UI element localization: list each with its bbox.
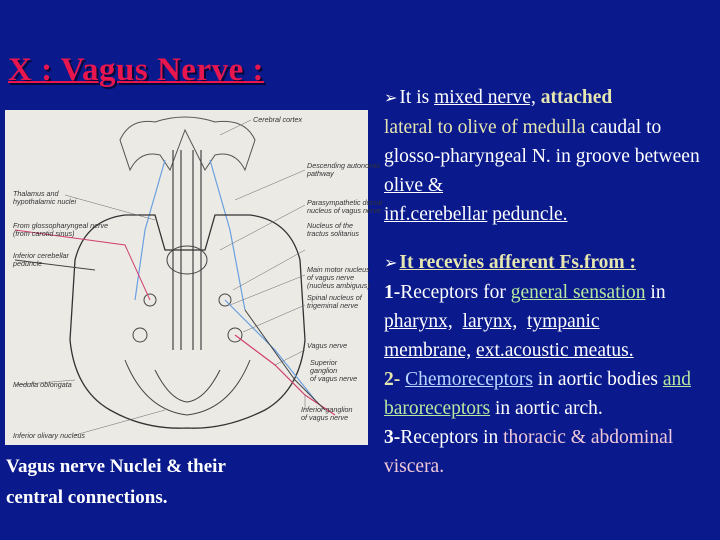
content-text [384,83,714,481]
label-inferior-ganglion-2: of vagus nerve [301,413,349,422]
label-main-motor-2: of vagus nerve [307,273,355,282]
label-main-motor-1: Main motor nucleus [307,265,370,274]
label-vagus-nerve: Vagus nerve [307,341,348,350]
vagus-nerve-diagram [5,110,383,445]
label-inferior-ganglion-1: Inferior ganglion [301,405,353,414]
label-pathway: pathway [307,169,334,178]
label-nucleus-tractus-1: Nucleus of the [307,221,353,230]
label-thalamus: Thalamus and [13,189,59,198]
afferent-heading: It recevies afferent Fs.from : [399,252,637,273]
label-cerebral-cortex: Cerebral cortex [253,115,303,124]
label-inferior-cerebellar-1: Inferior cerebellar [13,251,69,260]
label-from-glosso-2: (from carotid sinus) [13,229,75,238]
label-medulla-oblongata: Medulla oblongata [13,380,72,389]
paragraph-afferents: ➢ It recevies afferent Fs.from : 1-Receptors for general sensation in pharynx, larynx, tympanic membrane, ext.acoustic meatus. 2- Chemoreceptors in aortic bodies and baroreceptors in aortic arch. 3-Receptors in thoracic & abdominal viscera. [384,252,692,477]
figure-caption [6,451,306,513]
label-superior-ganglion-3: of vagus nerve [310,374,358,383]
label-inferior-cerebellar-2: peduncle [13,259,43,268]
label-hypothalamic: hypothalamic nuclei [13,197,77,206]
caption-line-1: Vagus nerve Nuclei & their [6,456,226,477]
label-from-glosso-1: From glossopharyngeal nerve [13,221,109,230]
label-superior-ganglion-2: ganglion [310,366,338,375]
label-descending-autonomic: Descending autonomic [307,161,381,170]
paragraph-attachment: ➢ It is mixed nerve, attached lateral to olive of medulla caudal to glosso-pharyngeal N. in groove between olive & inf.cerebellar peduncle. [384,87,700,225]
caption-line-2: central connections. [6,487,168,508]
label-nucleus-tractus-2: tractus solitarius [307,229,359,238]
label-spinal-nucleus-1: Spinal nucleus of [307,293,362,302]
label-main-motor-3: (nucleus ambiguus) [307,281,370,290]
diagram-drawing [5,110,383,445]
arrow-bullet-icon: ➢ [384,90,398,107]
label-superior-ganglion-1: Superior [310,358,338,367]
slide-title: X : Vagus Nerve : [8,52,264,88]
arrow-bullet-icon: ➢ [384,255,398,272]
label-inferior-olivary: Inferior olivary nucleus [13,431,85,440]
label-parasym-1: Parasympathetic dorsal [307,198,383,207]
label-parasym-2: nucleus of vagus nerve [307,206,381,215]
label-spinal-nucleus-2: trigeminal nerve [307,301,359,310]
